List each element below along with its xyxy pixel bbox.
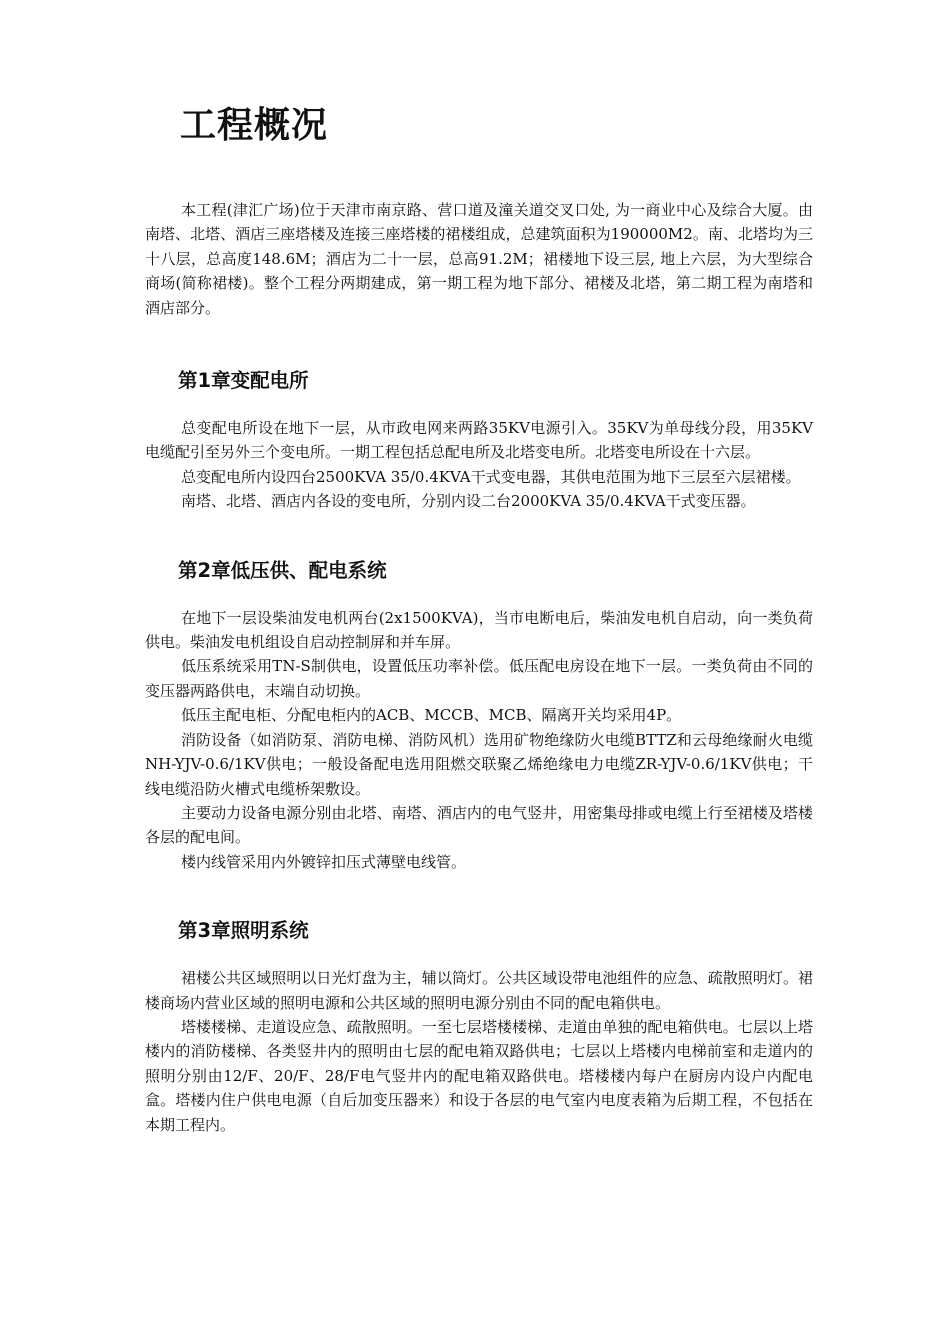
chapter-1-paragraph: 南塔、北塔、酒店内各设的变电所，分别内设二台2000KVA 35/0.4KVA干式变压器。	[181, 492, 756, 511]
intro-paragraph: 本工程(津汇广场)位于天津市南京路、营口道及潼关道交叉口处, 为一商业中心及综合大厦。由南塔、北塔、酒店三座塔楼及连接三座塔楼的裙楼组成，总建筑面积为190000M2。南、北塔均为三十八层，总高度148.6M；酒店为二十一层，总高91.2M；裙楼地下设三层, 地上六层，为大型综合商场(简称裙楼)。整个工程分两期建成，第一期工程为地下部分、裙楼及北塔，第二期工程为南塔和酒店部分。	[145, 201, 813, 317]
chapter-2-paragraph: 低压主配电柜、分配电柜内的ACB、MCCB、MCB、隔离开关均采用4P。	[181, 706, 682, 725]
chapter-2-paragraph: 楼内线管采用内外镀锌扣压式薄壁电线管。	[181, 852, 467, 871]
chapter-1-body	[145, 416, 813, 514]
document-body	[145, 198, 813, 1137]
chapter-1-heading: 第1章变配电所	[178, 369, 309, 393]
chapter-1-paragraph: 总变配电所设在地下一层，从市政电网来两路35KV电源引入。35KV为单母线分段，用35KV电缆配引至另外三个变电所。一期工程包括总配电所及北塔变电所。北塔变电所设在十六层。	[145, 419, 813, 462]
chapter-2-paragraph: 主要动力设备电源分别由北塔、南塔、酒店内的电气竖井，用密集母排或电缆上行至裙楼及塔楼各层的配电间。	[145, 803, 813, 847]
chapter-3-paragraph: 裙楼公共区域照明以日光灯盘为主，辅以筒灯。公共区域设带电池组件的应急、疏散照明灯。裙楼商场内营业区域的照明电源和公共区域的照明电源分别由不同的配电箱供电。	[145, 969, 813, 1012]
chapter-2-paragraph: 在地下一层设柴油发电机两台(2x1500KVA)，当市电断电后，柴油发电机自启动，向一类负荷供电。柴油发电机组设自启动控制屏和并车屏。	[145, 608, 813, 652]
chapter-2-paragraph: 低压系统采用TN-S制供电，设置低压功率补偿。低压配电房设在地下一层。一类负荷由不同的变压器两路供电，末端自动切换。	[145, 657, 813, 700]
chapter-3-body	[145, 966, 813, 1137]
chapter-3-heading: 第3章照明系统	[178, 919, 309, 943]
chapter-2-heading: 第2章低压供、配电系统	[178, 558, 387, 582]
chapter-3-paragraph: 塔楼楼梯、走道设应急、疏散照明。一至七层塔楼楼梯、走道由单独的配电箱供电。七层以上塔楼内的消防楼梯、各类竖井内的照明由七层的配电箱双路供电；七层以上塔楼内电梯前室和走道内的照明分别由12/F、20/F、28/F电气竖井内的配电箱双路供电。塔楼楼内每户在厨房内设户内配电盒。塔楼内住户供电电源（自后加变压器来）和设于各层的电气室内电度表箱为后期工程，不包括在本期工程内。	[145, 1017, 813, 1134]
chapter-2-body	[145, 606, 813, 874]
document-title: 工程概况	[180, 105, 329, 146]
chapter-2-paragraph: 消防设备（如消防泵、消防电梯、消防风机）选用矿物绝缘防火电缆BTTZ和云母绝缘耐火电缆NH-YJV-0.6/1KV供电；一般设备配电选用阻燃交联聚乙烯绝缘电力电缆ZR-YJV-0.6/1KV供电；干线电缆沿防火槽式电缆桥架敷设。	[145, 730, 813, 798]
chapter-1-paragraph: 总变配电所内设四台2500KVA 35/0.4KVA干式变电器，其供电范围为地下三层至六层裙楼。	[181, 467, 801, 486]
